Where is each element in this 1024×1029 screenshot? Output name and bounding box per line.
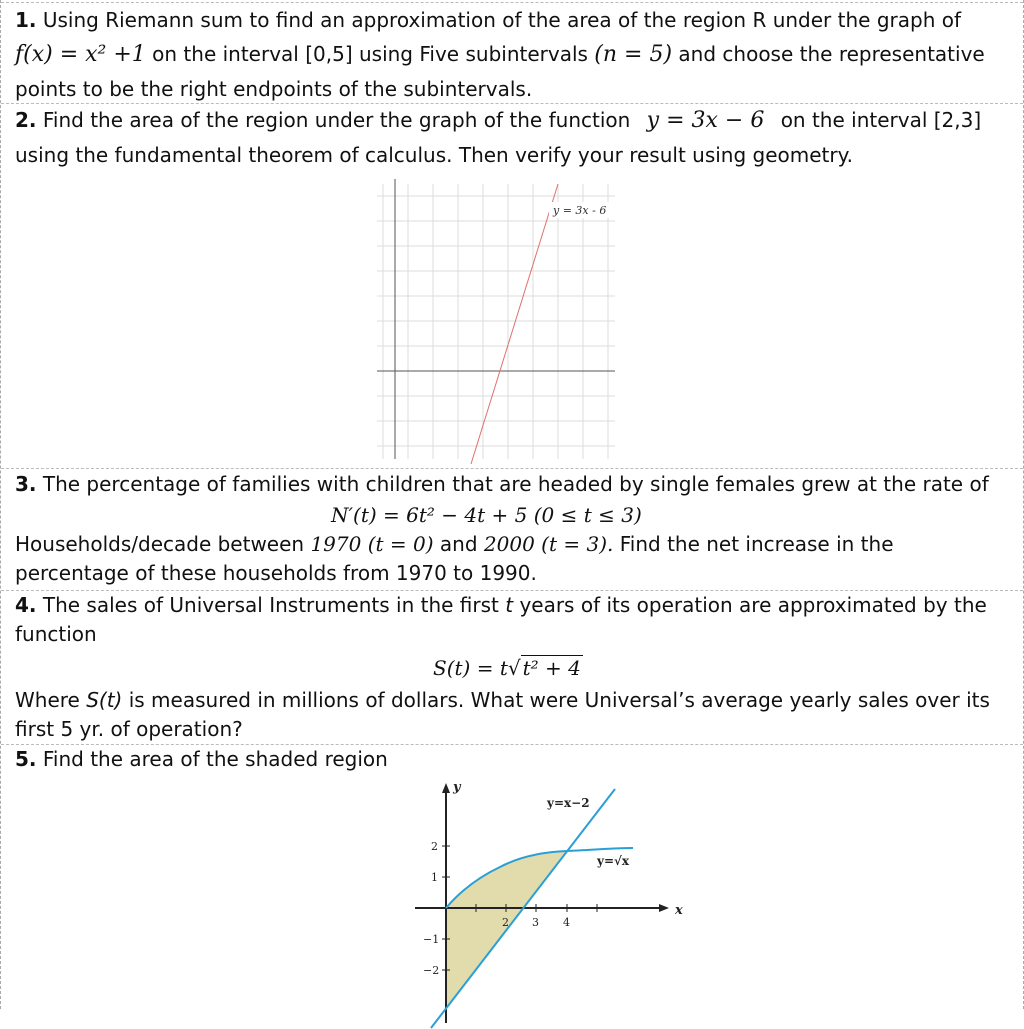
q2-graph [377, 174, 617, 464]
q4-line-1 [15, 591, 987, 619]
q1-n-expr: (n = 5) [594, 42, 673, 67]
q2-text-2: using the fundamental theorem of calculus. Then verify your result using geometry. [15, 143, 853, 167]
q1-text-3: points to be the right endpoints of the subintervals. [15, 77, 533, 101]
q5-tick-label-y: 1 [431, 871, 438, 884]
question-1 [1, 2, 1023, 103]
q5-number: 5. [15, 747, 37, 771]
question-4 [1, 590, 1023, 744]
q4-text-4b: is measured in millions of dollars. What were Universal’s average yearly sales over its [128, 688, 990, 712]
q2-line-2 [15, 141, 853, 169]
q3-line-4 [15, 559, 537, 587]
q1-text-2: on the interval [0,5] using Five subintervals [152, 42, 588, 66]
q4-text-2: function [15, 622, 97, 646]
q4-number: 4. [15, 593, 37, 617]
q3-text-3a: Households/decade between [15, 532, 305, 556]
q4-text-1a: The sales of Universal Instruments in the first [42, 593, 499, 617]
q4-text-4a: Where [15, 688, 80, 712]
q5-graph [401, 779, 691, 1029]
q3-line-3 [15, 530, 894, 558]
q1-function: f(x) = x² +1 [15, 42, 146, 67]
q1-text-1: Using Riemann sum to find an approximation of the area of the region R under the graph of [42, 8, 961, 32]
q4-text-1-t: t [505, 593, 514, 617]
q4-formula-radicand: t² + 4 [522, 656, 581, 680]
q3-text-3c: and [439, 532, 478, 556]
q5-tick-label-x: 4 [563, 916, 570, 929]
q4-sqrt-sign: √ [507, 656, 521, 680]
q4-formula-line [433, 654, 583, 682]
q3-formula-line [331, 501, 642, 529]
q4-text-4-s: S(t) [86, 688, 123, 712]
q5-text-1: Find the area of the shaded region [42, 747, 388, 771]
q5-tick-label-x: 3 [532, 916, 539, 929]
q5-y-arrow [442, 783, 450, 793]
q5-x-axis-label: x [675, 903, 683, 918]
q2-text-1: Find the area of the region under the graph of the function [42, 108, 631, 132]
q3-text-3e: Find the net increase in the [619, 532, 894, 556]
q3-formula: N′(t) = 6t² − 4t + 5 (0 ≤ t ≤ 3) [331, 503, 642, 527]
q2-function: y = 3x − 6 [646, 108, 765, 133]
q2-line-plot [471, 184, 558, 464]
q1-text-2-end: and choose the representative [678, 42, 985, 66]
q3-line-1 [15, 470, 989, 498]
q4-text-1b: years of its operation are approximated by the [519, 593, 987, 617]
q1-line-2 [15, 40, 985, 69]
q5-tick-label-y: −2 [423, 964, 440, 977]
q5-x-arrow [659, 904, 669, 912]
q5-tick-label-y: −1 [423, 933, 440, 946]
q3-year-start: 1970 (t = 0) [310, 532, 434, 556]
q3-text-4: percentage of these households from 1970 to 1990. [15, 561, 537, 585]
q3-text-1: The percentage of families with children that are headed by single females grew at the rate of [42, 472, 989, 496]
q4-formula-lhs: S(t) = t [433, 656, 508, 680]
q5-line-1 [15, 745, 388, 773]
question-2 [1, 103, 1023, 468]
q2-line-1 [15, 106, 981, 135]
question-5 [1, 744, 1023, 1009]
q2-graph-label: y = 3x - 6 [553, 204, 607, 217]
q1-line-1 [15, 6, 961, 34]
q4-line-4 [15, 686, 990, 714]
question-3 [1, 468, 1023, 590]
q4-line-5 [15, 715, 243, 743]
q5-line-label: y=x−2 [547, 796, 590, 810]
q1-number: 1. [15, 8, 37, 32]
q5-sqrt-label: y=√x [597, 854, 630, 868]
q5-y-axis-label: y [453, 780, 461, 795]
q5-tick-label-x: 2 [502, 916, 509, 929]
q5-tick-label-y: 2 [431, 840, 438, 853]
q4-line-2 [15, 620, 97, 648]
q1-line-3 [15, 75, 532, 103]
q4-text-5: first 5 yr. of operation? [15, 717, 243, 741]
q3-number: 3. [15, 472, 37, 496]
q2-text-1-end: on the interval [2,3] [780, 108, 982, 132]
q2-grid [377, 184, 615, 459]
q2-number: 2. [15, 108, 37, 132]
q3-year-end: 2000 (t = 3). [483, 532, 614, 556]
